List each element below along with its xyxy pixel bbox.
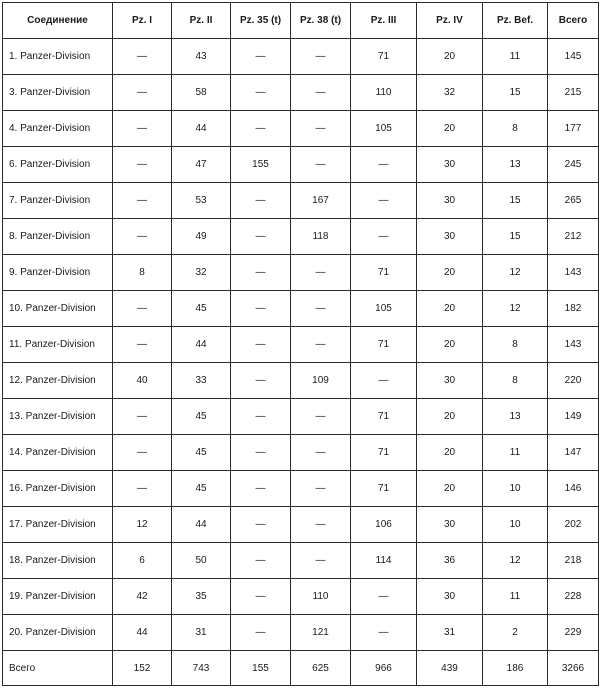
table-cell: — [231, 255, 291, 291]
table-cell: 71 [351, 255, 417, 291]
table-row [3, 471, 599, 507]
table-cell: 8 [483, 363, 548, 399]
table-cell: 265 [548, 183, 599, 219]
table-cell: 8 [483, 111, 548, 147]
table-cell: 143 [548, 327, 599, 363]
table-cell: — [291, 75, 351, 111]
table-cell: 71 [351, 39, 417, 75]
total-cell: 966 [351, 651, 417, 686]
table-cell: 155 [231, 147, 291, 183]
table-cell: 31 [172, 615, 231, 651]
table-cell: 30 [417, 507, 483, 543]
table-cell: 149 [548, 399, 599, 435]
header-pz-i: Pz. I [113, 3, 172, 39]
table-cell: — [113, 399, 172, 435]
table-cell: 47 [172, 147, 231, 183]
formation-name: 10. Panzer-Division [3, 291, 113, 327]
table-cell: — [351, 579, 417, 615]
table-row [3, 291, 599, 327]
table-cell: 42 [113, 579, 172, 615]
table-cell: 15 [483, 75, 548, 111]
table-cell: 147 [548, 435, 599, 471]
table-cell: 43 [172, 39, 231, 75]
table-cell: 218 [548, 543, 599, 579]
table-cell: — [291, 111, 351, 147]
table-cell: — [351, 147, 417, 183]
formation-name: 4. Panzer-Division [3, 111, 113, 147]
header-pz-35t: Pz. 35 (t) [231, 3, 291, 39]
table-cell: — [113, 39, 172, 75]
table-cell: 105 [351, 291, 417, 327]
total-cell: 152 [113, 651, 172, 686]
header-pz-bef: Pz. Bef. [483, 3, 548, 39]
table-cell: — [113, 219, 172, 255]
table-cell: — [351, 183, 417, 219]
formation-name: 20. Panzer-Division [3, 615, 113, 651]
table-cell: 177 [548, 111, 599, 147]
formation-name: 8. Panzer-Division [3, 219, 113, 255]
header-row [3, 3, 599, 39]
table-cell: 35 [172, 579, 231, 615]
table-cell: — [231, 543, 291, 579]
formation-name: 9. Panzer-Division [3, 255, 113, 291]
table-cell: 11 [483, 435, 548, 471]
header-formation: Соединение [3, 3, 113, 39]
table-cell: — [351, 363, 417, 399]
table-cell: 228 [548, 579, 599, 615]
table-row [3, 39, 599, 75]
table-cell: — [231, 39, 291, 75]
table-row [3, 147, 599, 183]
table-cell: — [231, 435, 291, 471]
table-cell: 50 [172, 543, 231, 579]
table-cell: 143 [548, 255, 599, 291]
table-row [3, 327, 599, 363]
table-cell: 118 [291, 219, 351, 255]
table-cell: — [231, 183, 291, 219]
formation-name: 3. Panzer-Division [3, 75, 113, 111]
header-pz-38t: Pz. 38 (t) [291, 3, 351, 39]
table-cell: 8 [483, 327, 548, 363]
table-cell: — [231, 471, 291, 507]
table-cell: — [291, 543, 351, 579]
table-row [3, 219, 599, 255]
table-cell: — [231, 219, 291, 255]
table-cell: 229 [548, 615, 599, 651]
formation-name: 12. Panzer-Division [3, 363, 113, 399]
table-cell: 71 [351, 435, 417, 471]
table-cell: 36 [417, 543, 483, 579]
table-cell: 20 [417, 327, 483, 363]
table-cell: — [113, 147, 172, 183]
table-cell: 30 [417, 363, 483, 399]
table-cell: 44 [113, 615, 172, 651]
table-row [3, 75, 599, 111]
table-cell: — [351, 615, 417, 651]
total-cell: 625 [291, 651, 351, 686]
table-cell: — [231, 363, 291, 399]
table-cell: 49 [172, 219, 231, 255]
table-row [3, 183, 599, 219]
table-cell: 40 [113, 363, 172, 399]
table-cell: 58 [172, 75, 231, 111]
table-cell: 44 [172, 111, 231, 147]
table-row [3, 615, 599, 651]
table-cell: — [291, 291, 351, 327]
header-pz-ii: Pz. II [172, 3, 231, 39]
table-cell: 202 [548, 507, 599, 543]
table-cell: 10 [483, 507, 548, 543]
total-cell: 3266 [548, 651, 599, 686]
table-cell: 145 [548, 39, 599, 75]
table-cell: 12 [483, 291, 548, 327]
table-cell: 30 [417, 147, 483, 183]
table-cell: 30 [417, 183, 483, 219]
table-row [3, 543, 599, 579]
table-cell: 20 [417, 255, 483, 291]
table-cell: 45 [172, 435, 231, 471]
panzer-division-table [2, 2, 599, 686]
table-cell: 45 [172, 399, 231, 435]
table-row [3, 507, 599, 543]
table-cell: 20 [417, 399, 483, 435]
table-cell: — [113, 111, 172, 147]
table-row [3, 111, 599, 147]
table-cell: 30 [417, 579, 483, 615]
table-cell: — [231, 291, 291, 327]
table-cell: — [291, 507, 351, 543]
table-cell: — [291, 39, 351, 75]
table-cell: — [113, 435, 172, 471]
table-cell: 11 [483, 579, 548, 615]
table-body [3, 39, 599, 651]
table-cell: — [291, 471, 351, 507]
table-row [3, 255, 599, 291]
total-cell: 186 [483, 651, 548, 686]
table-cell: — [291, 435, 351, 471]
table-cell: 12 [483, 543, 548, 579]
table-row [3, 579, 599, 615]
table-cell: — [231, 111, 291, 147]
table-cell: — [291, 399, 351, 435]
table-cell: 182 [548, 291, 599, 327]
table-cell: 13 [483, 147, 548, 183]
table-cell: 106 [351, 507, 417, 543]
table-cell: 245 [548, 147, 599, 183]
header-total: Всего [548, 3, 599, 39]
table-cell: 30 [417, 219, 483, 255]
table-cell: 45 [172, 471, 231, 507]
table-cell: 6 [113, 543, 172, 579]
table-cell: 45 [172, 291, 231, 327]
header-pz-iv: Pz. IV [417, 3, 483, 39]
table-cell: 212 [548, 219, 599, 255]
formation-name: 18. Panzer-Division [3, 543, 113, 579]
formation-name: 6. Panzer-Division [3, 147, 113, 183]
formation-name: 11. Panzer-Division [3, 327, 113, 363]
table-cell: 220 [548, 363, 599, 399]
table-cell: 32 [172, 255, 231, 291]
table-cell: 44 [172, 327, 231, 363]
table-cell: 12 [483, 255, 548, 291]
table-cell: 15 [483, 219, 548, 255]
table-cell: 146 [548, 471, 599, 507]
table-row [3, 435, 599, 471]
table-cell: 32 [417, 75, 483, 111]
table-cell: 71 [351, 399, 417, 435]
table-cell: 110 [351, 75, 417, 111]
table-cell: — [113, 75, 172, 111]
total-cell: 743 [172, 651, 231, 686]
table-cell: 31 [417, 615, 483, 651]
table-cell: 110 [291, 579, 351, 615]
table-cell: — [113, 327, 172, 363]
total-cell: 155 [231, 651, 291, 686]
total-row [3, 651, 599, 686]
formation-name: 13. Panzer-Division [3, 399, 113, 435]
table-row [3, 399, 599, 435]
table-cell: 53 [172, 183, 231, 219]
formation-name: 7. Panzer-Division [3, 183, 113, 219]
table-cell: 13 [483, 399, 548, 435]
table-cell: 109 [291, 363, 351, 399]
table-cell: — [291, 147, 351, 183]
table-cell: — [113, 471, 172, 507]
table-cell: — [291, 255, 351, 291]
table-cell: — [231, 615, 291, 651]
table-cell: 2 [483, 615, 548, 651]
table-cell: 20 [417, 435, 483, 471]
table-cell: — [113, 291, 172, 327]
table-cell: 20 [417, 471, 483, 507]
table-cell: 71 [351, 327, 417, 363]
table-cell: 33 [172, 363, 231, 399]
table-cell: 20 [417, 111, 483, 147]
table-cell: — [291, 327, 351, 363]
formation-name: 17. Panzer-Division [3, 507, 113, 543]
total-label: Всего [3, 651, 113, 686]
table-cell: 71 [351, 471, 417, 507]
total-cell: 439 [417, 651, 483, 686]
table-cell: — [231, 75, 291, 111]
formation-name: 19. Panzer-Division [3, 579, 113, 615]
table-cell: — [231, 507, 291, 543]
table-cell: 10 [483, 471, 548, 507]
table-cell: 15 [483, 183, 548, 219]
table-cell: 215 [548, 75, 599, 111]
table-cell: — [231, 579, 291, 615]
table-cell: 114 [351, 543, 417, 579]
table-cell: 44 [172, 507, 231, 543]
formation-name: 14. Panzer-Division [3, 435, 113, 471]
table-cell: 20 [417, 291, 483, 327]
header-pz-iii: Pz. III [351, 3, 417, 39]
table-cell: — [351, 219, 417, 255]
table-cell: 8 [113, 255, 172, 291]
table-cell: 121 [291, 615, 351, 651]
table-cell: — [231, 399, 291, 435]
table-cell: 105 [351, 111, 417, 147]
formation-name: 1. Panzer-Division [3, 39, 113, 75]
table-cell: 12 [113, 507, 172, 543]
table-cell: 167 [291, 183, 351, 219]
table-cell: — [231, 327, 291, 363]
formation-name: 16. Panzer-Division [3, 471, 113, 507]
table-cell: — [113, 183, 172, 219]
table-row [3, 363, 599, 399]
table-cell: 20 [417, 39, 483, 75]
table-cell: 11 [483, 39, 548, 75]
